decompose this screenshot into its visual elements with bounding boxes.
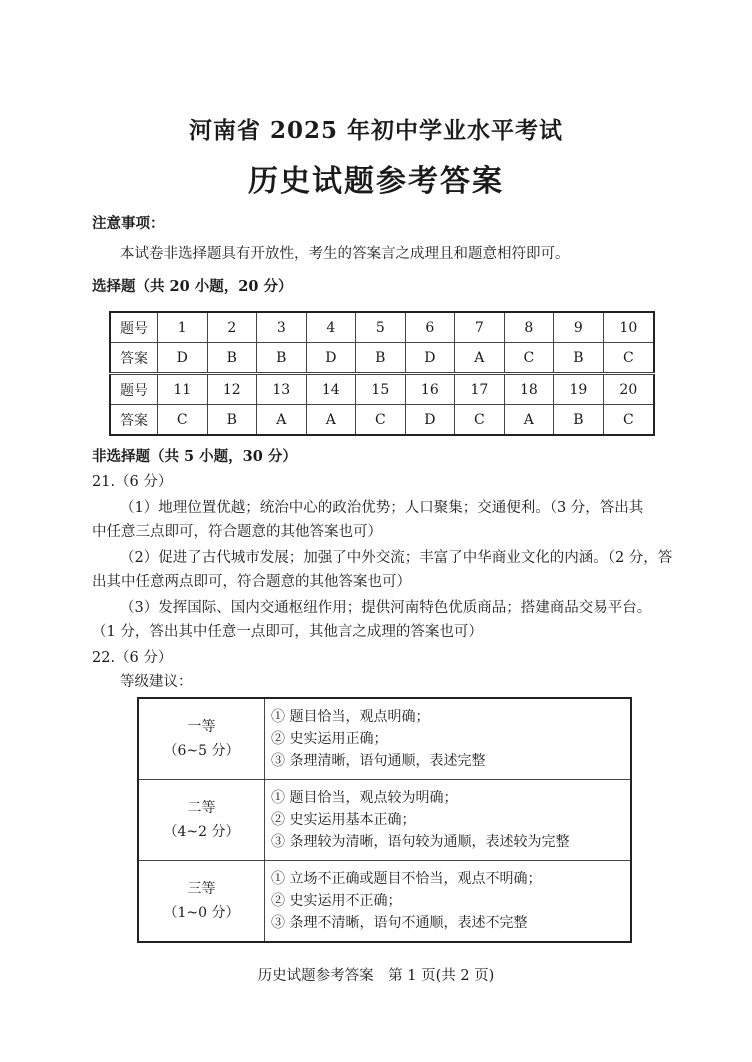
- answer-letter: A: [257, 405, 307, 436]
- criterion: ③ 条理清晰，语句通顺，表述完整: [271, 753, 486, 769]
- grade-level-name: 三等: [187, 881, 216, 897]
- question-number: 12: [207, 374, 257, 405]
- row-label-answer: 答案: [110, 405, 158, 436]
- answer-letter: C: [158, 405, 208, 436]
- q21-part3-line1: （3）发挥国际、国内交通枢纽作用；提供河南特色优质商品；搭建商品交易平台。: [120, 600, 652, 616]
- answer-letter: B: [207, 343, 257, 374]
- exam-title: 河南省 2025 年初中学业水平考试: [188, 117, 564, 144]
- question-number: 17: [455, 374, 505, 405]
- criterion: ② 史实运用正确；: [271, 731, 388, 747]
- grade-criteria-cell: [265, 861, 632, 943]
- table-row: [110, 405, 654, 436]
- grade-level-score: （4~2 分）: [163, 824, 240, 840]
- q21-part1-line1: （1）地理位置优越；统治中心的政治优势；人口聚集；交通便利。（3 分，答出其: [120, 500, 644, 516]
- table-row: [138, 861, 631, 943]
- answer-letter: A: [504, 405, 554, 436]
- question-number: 6: [405, 312, 455, 343]
- grade-suggestion-label: 等级建议：: [120, 674, 193, 690]
- criterion: ② 史实运用基本正确；: [271, 812, 416, 828]
- row-label-answer: 答案: [110, 343, 158, 374]
- answer-letter: C: [603, 405, 654, 436]
- q21-label: 21.（6 分）: [92, 474, 173, 490]
- question-number: 11: [158, 374, 208, 405]
- document-title: 历史试题参考答案: [248, 164, 504, 199]
- grade-level-cell: [138, 780, 265, 861]
- answer-letter: B: [207, 405, 257, 436]
- grade-level-name: 二等: [187, 800, 216, 816]
- table-row: [138, 780, 631, 861]
- question-number: 16: [405, 374, 455, 405]
- question-number: 8: [504, 312, 554, 343]
- criterion: ② 史实运用不正确；: [271, 893, 402, 909]
- question-number: 2: [207, 312, 257, 343]
- answer-letter: B: [257, 343, 307, 374]
- q21-part3-line2: （1 分，答出其中任意一点即可，其他言之成理的答案也可）: [92, 624, 483, 640]
- question-number: 14: [306, 374, 356, 405]
- answer-letter: D: [405, 405, 455, 436]
- criterion: ① 题目恰当，观点较为明确；: [271, 790, 458, 806]
- q21-part2-line2: 出其中任意两点即可，符合题意的其他答案也可）: [92, 574, 411, 590]
- table-row: [110, 312, 654, 343]
- criterion: ③ 条理不清晰，语句不通顺，表述不完整: [271, 915, 528, 931]
- criterion: ③ 条理较为清晰，语句较为通顺，表述较为完整: [271, 834, 570, 850]
- answer-letter: A: [455, 343, 505, 374]
- answer-letter: A: [306, 405, 356, 436]
- nonchoice-heading: 非选择题（共 5 小题，30 分）: [92, 448, 297, 465]
- question-number: 15: [356, 374, 406, 405]
- question-number: 7: [455, 312, 505, 343]
- answer-letter: C: [356, 405, 406, 436]
- grade-level-cell: [138, 698, 265, 780]
- grade-level-score: （1~0 分）: [163, 905, 240, 921]
- grade-criteria-cell: [265, 698, 632, 780]
- answer-letter: B: [554, 343, 604, 374]
- answer-letter: D: [405, 343, 455, 374]
- question-number: 5: [356, 312, 406, 343]
- table-row: [110, 374, 654, 405]
- question-number: 4: [306, 312, 356, 343]
- question-number: 19: [554, 374, 604, 405]
- question-number: 20: [603, 374, 654, 405]
- notice-heading: 注意事项：: [92, 215, 165, 232]
- q22-label: 22.（6 分）: [92, 650, 173, 666]
- criterion: ① 题目恰当，观点明确；: [271, 709, 430, 725]
- grading-table: [137, 697, 632, 943]
- q21-part1-line2: 中任意三点即可，符合题意的其他答案也可）: [92, 524, 382, 540]
- q21-part2-line1: （2）促进了古代城市发展；加强了中外交流；丰富了中华商业文化的内涵。（2 分，答: [120, 550, 673, 566]
- row-label-number: 题号: [110, 312, 158, 343]
- question-number: 1: [158, 312, 208, 343]
- grade-criteria-cell: [265, 780, 632, 861]
- question-number: 13: [257, 374, 307, 405]
- answer-letter: B: [554, 405, 604, 436]
- answer-letter: D: [158, 343, 208, 374]
- question-number: 3: [257, 312, 307, 343]
- question-number: 18: [504, 374, 554, 405]
- page-footer: 历史试题参考答案 第 1 页(共 2 页): [257, 968, 495, 984]
- question-number: 10: [603, 312, 654, 343]
- choice-answer-table: [109, 311, 655, 436]
- answer-letter: C: [504, 343, 554, 374]
- table-row: [138, 698, 631, 780]
- grade-level-score: （6~5 分）: [163, 743, 240, 759]
- grade-level-cell: [138, 861, 265, 943]
- notice-text: 本试卷非选择题具有开放性，考生的答案言之成理且和题意相符即可。: [120, 246, 570, 262]
- answer-letter: D: [306, 343, 356, 374]
- row-label-number: 题号: [110, 374, 158, 405]
- grade-level-name: 一等: [187, 719, 216, 735]
- answer-letter: C: [455, 405, 505, 436]
- question-number: 9: [554, 312, 604, 343]
- answer-letter: B: [356, 343, 406, 374]
- answer-letter: C: [603, 343, 654, 374]
- choice-heading: 选择题（共 20 小题，20 分）: [92, 278, 293, 295]
- table-row: [110, 343, 654, 374]
- criterion: ① 立场不正确或题目不恰当，观点不明确；: [271, 871, 542, 887]
